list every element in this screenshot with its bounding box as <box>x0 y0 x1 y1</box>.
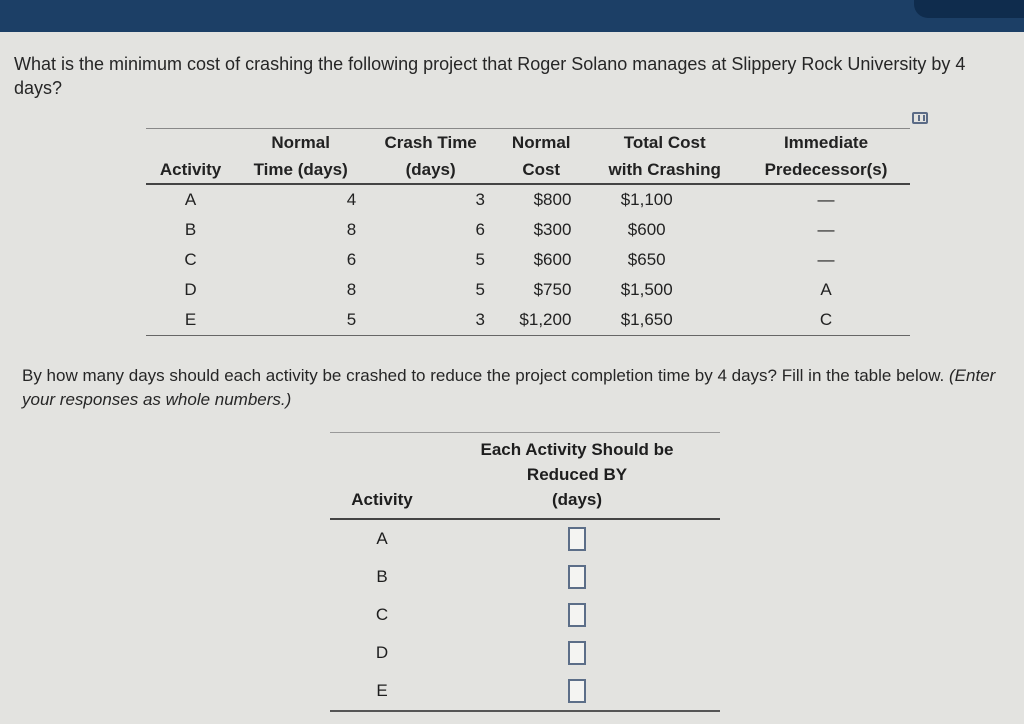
answer-row <box>330 672 720 711</box>
answer-header-line2: Reduced BY <box>526 465 628 484</box>
reduce-days-input-c[interactable] <box>568 603 586 627</box>
predecessor-cell: — <box>817 250 835 269</box>
activities-table <box>146 128 910 336</box>
answer-row <box>330 558 720 596</box>
crash-time-cell: 5 <box>475 280 485 299</box>
table-row <box>146 245 910 275</box>
answer-header-line1: Each Activity Should be <box>480 440 674 459</box>
answer-activity-cell: E <box>330 672 434 711</box>
crash-time-cell: 3 <box>366 305 495 336</box>
answer-row <box>330 634 720 672</box>
instruction-note: (Enter your responses as whole numbers.) <box>22 366 996 409</box>
header-cost: Cost <box>495 156 587 184</box>
crash-cost-cell: $1,500 <box>620 280 673 299</box>
crash-time-cell: 3 <box>475 190 485 209</box>
question-text: What is the minimum cost of crashing the following project that Roger Solano manages at Slippery Rock University by 4 days? <box>14 54 966 98</box>
header-total-cost: Total Cost <box>623 133 706 152</box>
normal-time-cell: 6 <box>346 250 357 269</box>
crash-cost-cell: $600 <box>627 220 666 239</box>
normal-cost-cell: $1,200 <box>495 305 587 336</box>
reduce-days-input-d[interactable] <box>568 641 586 665</box>
instruction-main: By how many days should each activity be crashed to reduce the project completion time by 4 days? Fill in the table below. <box>22 366 945 385</box>
reduce-days-input-e[interactable] <box>568 679 586 703</box>
activity-cell: C <box>184 250 197 269</box>
grid-icon[interactable] <box>912 112 928 124</box>
activity-cell: A <box>184 190 197 209</box>
predecessor-cell: C <box>742 305 910 336</box>
crash-cost-cell: $650 <box>627 250 666 269</box>
normal-time-cell: 5 <box>235 305 366 336</box>
header-normal-cost: Normal <box>511 133 571 152</box>
normal-cost-cell: $750 <box>533 280 572 299</box>
reduce-days-input-a[interactable] <box>568 527 586 551</box>
header-immediate: Immediate <box>783 133 869 152</box>
header-with-crashing: with Crashing <box>587 156 742 184</box>
normal-cost-cell: $300 <box>533 220 572 239</box>
header-crash-time: Crash Time <box>384 133 477 152</box>
answer-activity-cell: A <box>376 529 388 548</box>
answer-activity-cell: C <box>375 605 389 624</box>
crash-time-cell: 6 <box>475 220 485 239</box>
answer-row <box>330 596 720 634</box>
header-predecessors: Predecessor(s) <box>742 156 910 184</box>
answer-header-reduced <box>434 433 720 520</box>
header-time-days: Time (days) <box>235 156 366 184</box>
normal-time-cell: 8 <box>346 280 357 299</box>
normal-cost-cell: $800 <box>533 190 572 209</box>
normal-cost-cell: $600 <box>533 250 572 269</box>
header-blank <box>146 129 235 157</box>
answer-activity-cell: B <box>376 567 388 586</box>
activity-cell: E <box>146 305 235 336</box>
table-row <box>146 215 910 245</box>
answer-table <box>330 432 720 712</box>
instruction-text <box>22 364 1012 412</box>
answer-row <box>330 519 720 558</box>
reduce-days-input-b[interactable] <box>568 565 586 589</box>
header-normal: Normal <box>271 133 330 152</box>
predecessor-cell: — <box>817 190 835 209</box>
crash-time-cell: 5 <box>475 250 485 269</box>
answer-header-activity: Activity <box>330 433 434 520</box>
answer-header-line3: (days) <box>551 490 603 509</box>
table-row <box>146 305 910 336</box>
normal-time-cell: 4 <box>346 190 357 209</box>
top-banner <box>0 0 1024 32</box>
crash-cost-cell: $1,100 <box>620 190 673 209</box>
crash-cost-cell: $1,650 <box>587 305 742 336</box>
predecessor-cell: — <box>817 220 835 239</box>
table-row <box>146 184 910 215</box>
predecessor-cell: A <box>820 280 832 299</box>
answer-activity-cell: D <box>375 643 389 662</box>
header-activity: Activity <box>146 156 235 184</box>
table-row <box>146 275 910 305</box>
activity-cell: B <box>184 220 197 239</box>
header-days: (days) <box>366 156 495 184</box>
activity-cell: D <box>184 280 197 299</box>
normal-time-cell: 8 <box>346 220 357 239</box>
